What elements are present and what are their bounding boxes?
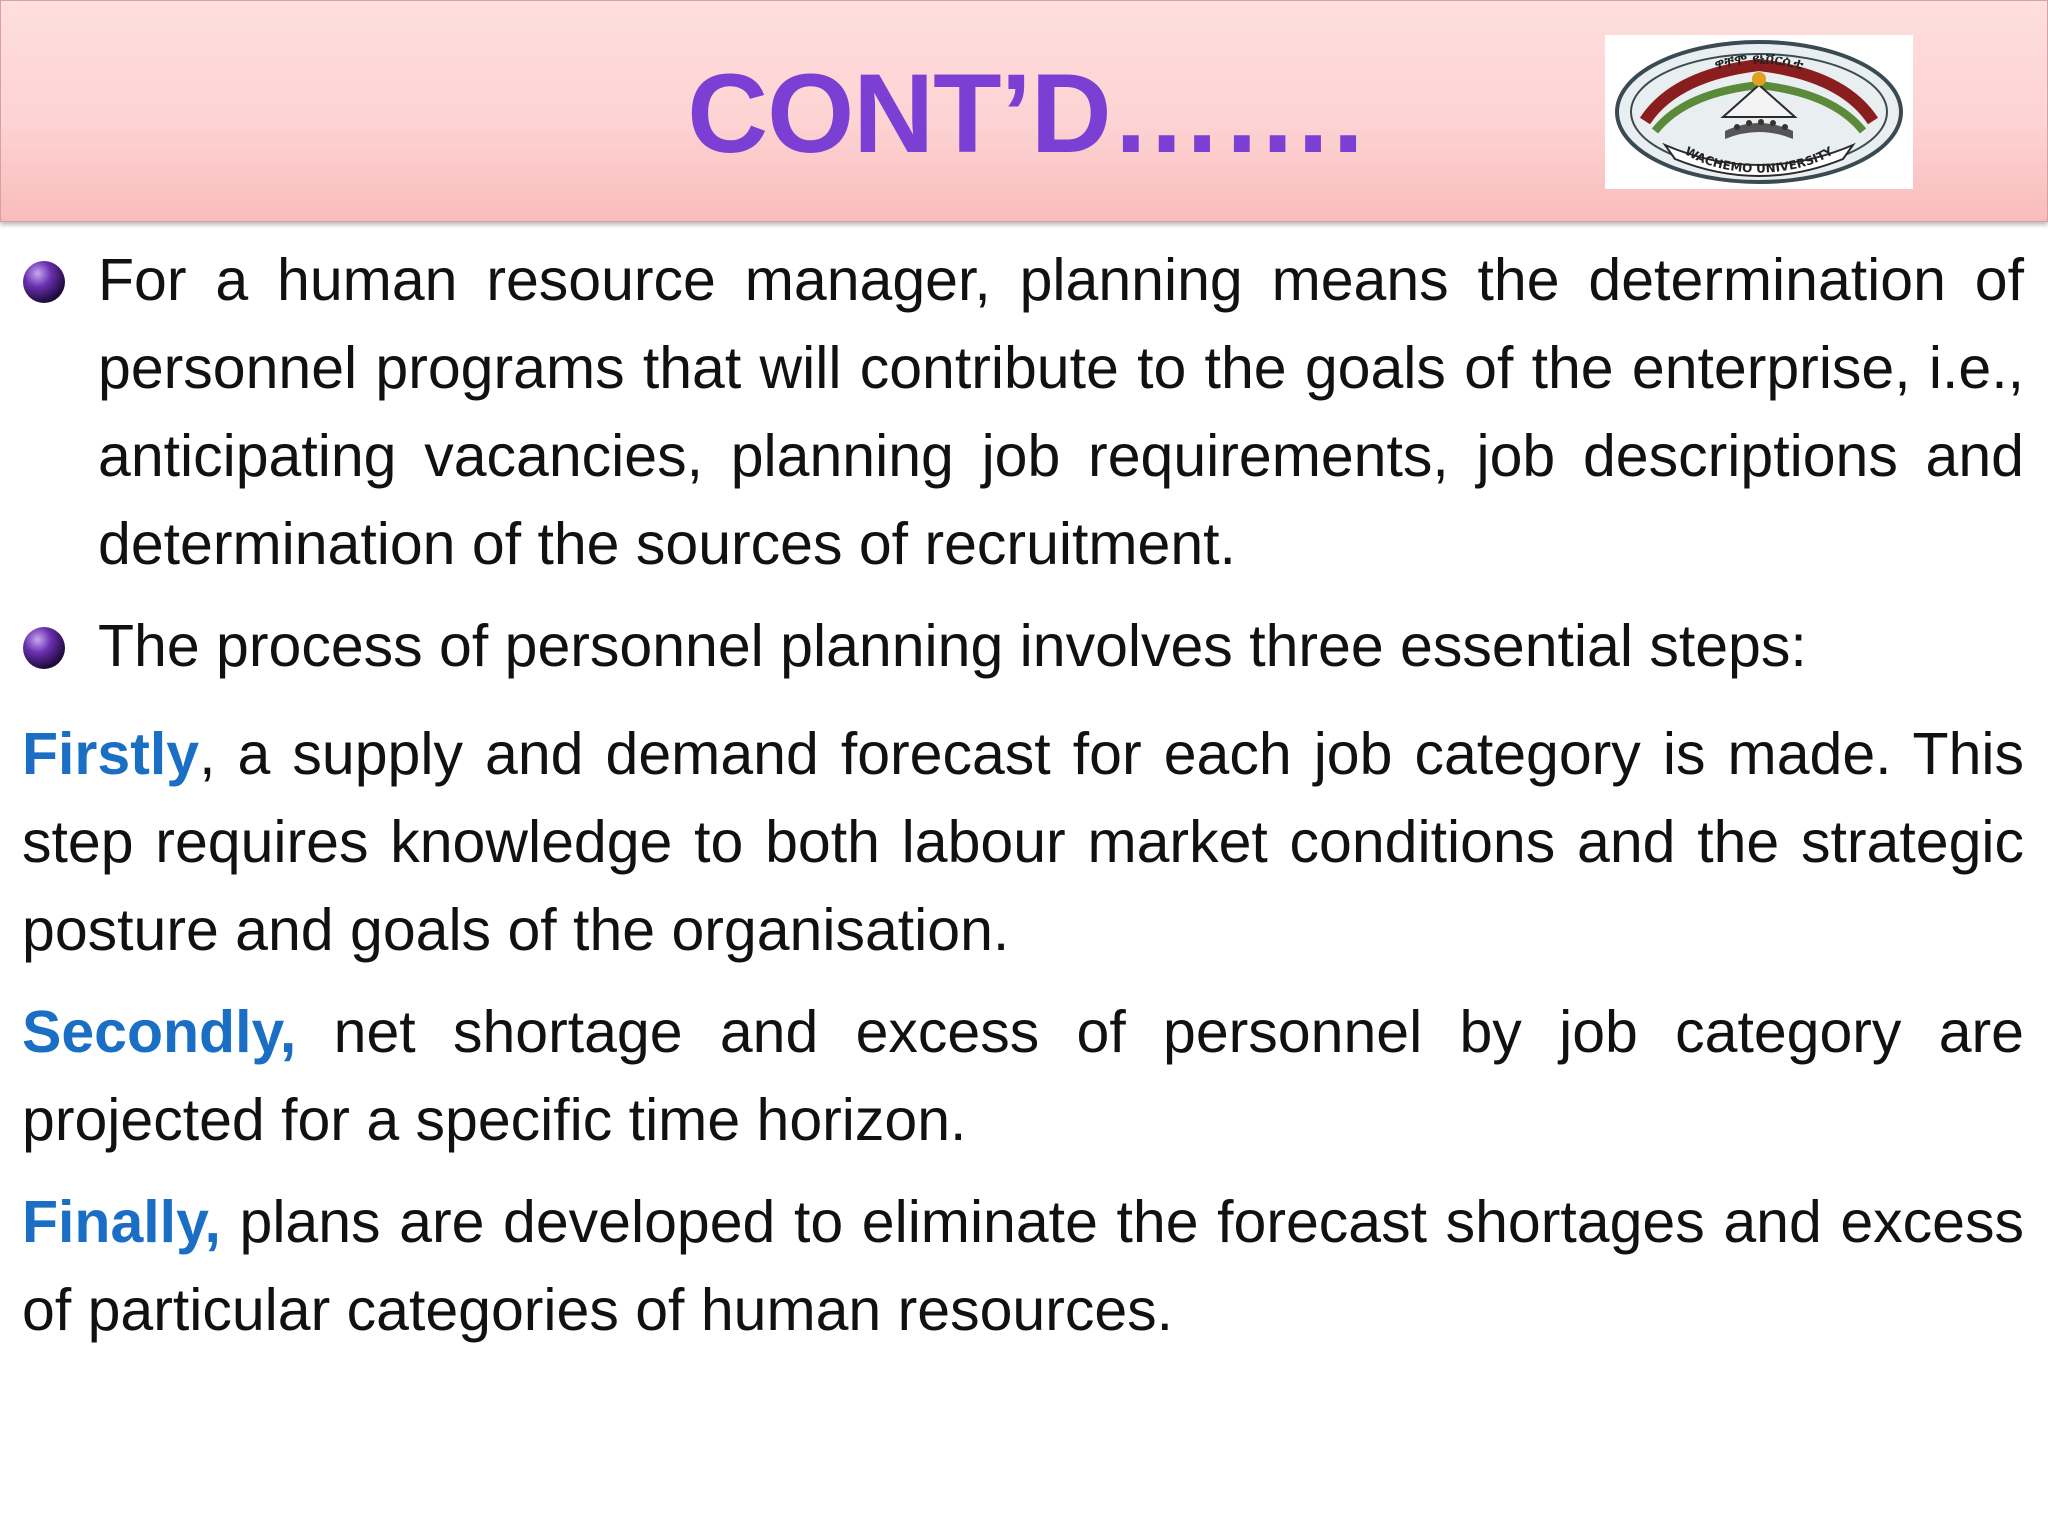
logo-bottom-text: WACHEMO UNIVERSITY [1682, 143, 1836, 176]
step-paragraph-secondly [22, 988, 2024, 1164]
step-paragraph-firstly [22, 710, 2024, 974]
step-paragraph-finally [22, 1178, 2024, 1354]
bullet-item [98, 236, 2024, 588]
bullet-text: For a human resource manager, planning means the determination of personnel programs that will contribute to the goals of the enterprise, i.e., anticipating vacancies, planning job requirements, job descriptions and determination of the sources of recruitment. [98, 247, 2024, 577]
step-text: plans are developed to eliminate the forecast shortages and excess of particular categories of human resources. [22, 1189, 2024, 1343]
bullet-text: The process of personnel planning involves three essential steps: [98, 613, 1807, 679]
university-logo [1605, 35, 1913, 189]
title-bar [0, 0, 2048, 222]
step-text: , a supply and demand forecast for each job category is made. This step requires knowledge to both labour market conditions and the strategic posture and goals of the organisation. [22, 721, 2024, 963]
step-lead-word: Firstly [22, 721, 200, 787]
logo-top-text: ዋቸሞ ዩኒቨርሲቲ [1713, 51, 1805, 74]
slide-title: CONT’D……. [687, 51, 1363, 176]
wachemo-university-seal-icon [1605, 35, 1913, 189]
purple-sphere-bullet-icon [20, 624, 68, 672]
bullet-item [98, 602, 2024, 690]
step-text: net shortage and excess of personnel by job category are projected for a specific time horizon. [22, 999, 2024, 1153]
slide-body [0, 236, 2048, 1354]
step-lead-word: Finally, [22, 1189, 221, 1255]
step-lead-word: Secondly, [22, 999, 297, 1065]
purple-sphere-bullet-icon [20, 258, 68, 306]
